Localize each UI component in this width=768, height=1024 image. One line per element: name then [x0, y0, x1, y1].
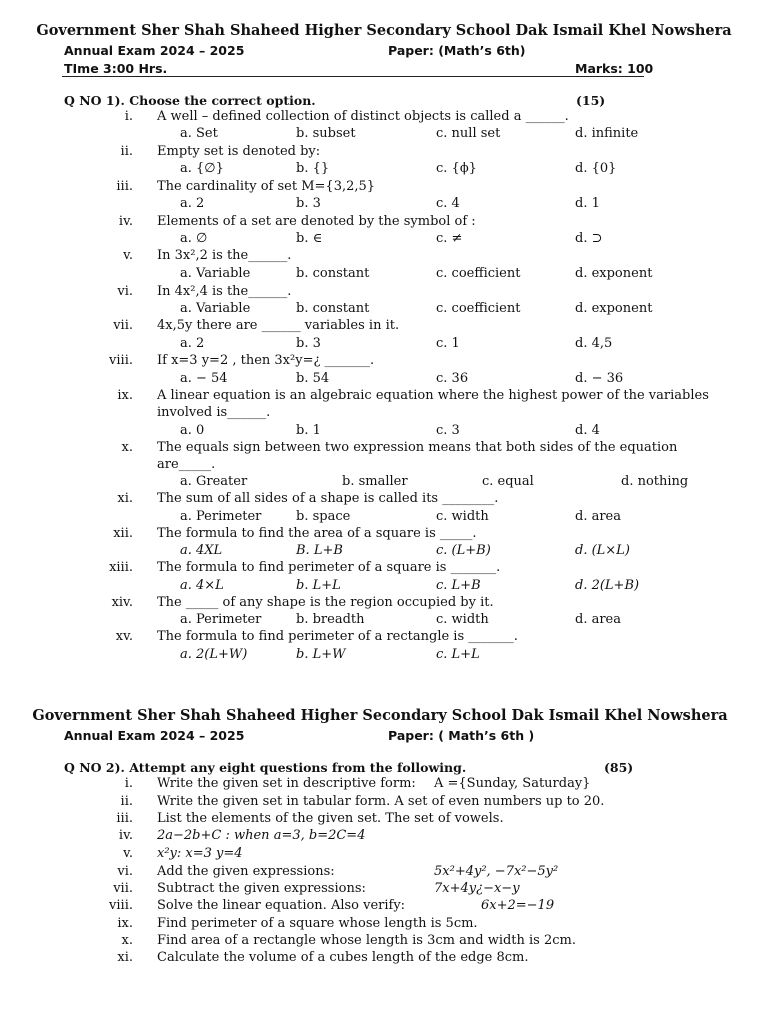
option-b: b. 3	[296, 336, 321, 351]
option-a: a. ∅	[180, 231, 208, 246]
mcq-item	[0, 388, 768, 406]
question-number: iv.	[118, 828, 133, 843]
question-number: vii.	[113, 881, 133, 896]
question-text: Find perimeter of a square whose length is 5cm.	[157, 916, 478, 931]
mcq-number: xv.	[115, 629, 133, 644]
option-b: b. 1	[296, 423, 321, 438]
mcq-options	[0, 647, 768, 665]
question-item	[0, 933, 768, 951]
question-item	[0, 846, 768, 864]
option-c: c. coefficient	[436, 266, 521, 281]
question-number: viii.	[109, 898, 133, 913]
mcq-number: iv.	[118, 214, 133, 229]
question-number: iii.	[116, 811, 133, 826]
option-d: d. 1	[575, 196, 600, 211]
question-text: Write the given set in tabular form. A set of even numbers up to 20.	[157, 794, 605, 809]
question-text: 2a−2b+C : when a=3, b=2C=4	[157, 828, 366, 843]
option-a: a. Variable	[180, 266, 251, 281]
mcq-options	[0, 612, 768, 630]
option-c: c. width	[436, 509, 489, 524]
time-label: TIme 3:00 Hrs.	[64, 61, 168, 76]
option-b: b. constant	[296, 266, 370, 281]
option-a: a. 0	[180, 423, 205, 438]
mcq-item	[0, 526, 768, 544]
option-c: c. null set	[436, 126, 501, 141]
mcq-item	[0, 595, 768, 613]
mcq-number: viii.	[109, 353, 133, 368]
question-item	[0, 916, 768, 934]
option-d: d. 4,5	[575, 336, 613, 351]
mcq-text: A linear equation is an algebraic equation where the highest power of the variables	[157, 388, 709, 403]
question-2-heading: Q NO 2). Attempt any eight questions from the following.	[64, 760, 467, 775]
paper-label: Paper: (Math’s 6th)	[388, 43, 526, 58]
option-d: d. infinite	[575, 126, 639, 141]
question-item	[0, 950, 768, 968]
mcq-item	[0, 560, 768, 578]
option-c: c. L+B	[436, 578, 481, 593]
option-d: d. 2(L+B)	[575, 578, 640, 593]
question-text: Solve the linear equation. Also verify:	[157, 898, 406, 913]
mcq-item	[0, 109, 768, 127]
question-text: Subtract the given expressions:	[157, 881, 366, 896]
option-b: b. 3	[296, 196, 321, 211]
option-b: b. ∈	[296, 231, 323, 246]
question-number: vi.	[117, 864, 133, 879]
option-c: c. equal	[482, 474, 534, 489]
question-item	[0, 794, 768, 812]
question-text: Find area of a rectangle whose length is 3cm and width is 2cm.	[157, 933, 576, 948]
question-expression: 5x²+4y², −7x²−5y²	[434, 864, 559, 879]
school-title: Government Sher Shah Shaheed Higher Secondary School Dak Ismail Khel Nowshera	[36, 22, 732, 39]
mcq-options	[0, 231, 768, 249]
option-c: c. 1	[436, 336, 460, 351]
mcq-options	[0, 161, 768, 179]
mcq-text: The equals sign between two expression means that both sides of the equation	[157, 440, 678, 455]
option-d: d. exponent	[575, 266, 653, 281]
question-1-marks: (15)	[576, 93, 606, 108]
mcq-text: Empty set is denoted by:	[157, 144, 321, 159]
option-d: d. area	[575, 612, 621, 627]
option-b: b. subset	[296, 126, 356, 141]
option-a: a. 2	[180, 196, 205, 211]
question-1-heading: Q NO 1). Choose the correct option.	[64, 93, 316, 108]
mcq-text: The cardinality of set M={3,2,5}	[157, 179, 376, 194]
exam-label-2: Annual Exam 2024 – 2025	[64, 728, 245, 743]
mcq-number: xiv.	[111, 595, 133, 610]
option-b: b. {}	[296, 161, 330, 176]
mcq-text: In 3x²,2 is the______.	[157, 248, 292, 263]
question-item	[0, 881, 768, 899]
option-a: a. 2	[180, 336, 205, 351]
mcq-text: The sum of all sides of a shape is called its ________.	[157, 491, 499, 506]
question-expression: 6x+2=−19	[481, 898, 555, 913]
mcq-text: If x=3 y=2 , then 3x²y=¿ _______.	[157, 353, 375, 368]
mcq-number: vii.	[113, 318, 133, 333]
mcq-item	[0, 284, 768, 302]
option-c: c. L+L	[436, 647, 480, 662]
question-number: ii.	[120, 794, 133, 809]
option-a: a. Perimeter	[180, 612, 262, 627]
question-expression: A ={Sunday, Saturday}	[434, 776, 591, 791]
mcq-number: iii.	[116, 179, 133, 194]
option-c: c. width	[436, 612, 489, 627]
option-c: c. 3	[436, 423, 460, 438]
option-d: d. (L×L)	[575, 543, 630, 558]
mcq-text-line2: involved is______.	[157, 405, 271, 420]
mcq-options	[0, 196, 768, 214]
option-a: a. 4XL	[180, 543, 223, 558]
mcq-options	[0, 509, 768, 527]
mcq-number: ix.	[117, 388, 133, 403]
mcq-text: The formula to find perimeter of a rectangle is _______.	[157, 629, 518, 644]
question-text: List the elements of the given set. The set of vowels.	[157, 811, 504, 826]
mcq-item	[0, 214, 768, 232]
option-a: a. 4×L	[180, 578, 224, 593]
mcq-item	[0, 629, 768, 647]
option-a: a. {∅}	[180, 161, 224, 176]
mcq-item	[0, 248, 768, 266]
option-d: d. area	[575, 509, 621, 524]
mcq-text-continued	[0, 457, 768, 475]
mcq-text-line2: are_____.	[157, 457, 216, 472]
question-number: xi.	[117, 950, 133, 965]
exam-label: Annual Exam 2024 – 2025	[64, 43, 245, 58]
mcq-text-continued	[0, 405, 768, 423]
mcq-number: vi.	[117, 284, 133, 299]
mcq-text: A well – defined collection of distinct objects is called a ______.	[157, 109, 569, 124]
option-b: b. breadth	[296, 612, 365, 627]
mcq-number: xii.	[113, 526, 133, 541]
mcq-text: Elements of a set are denoted by the symbol of :	[157, 214, 476, 229]
mcq-text: In 4x²,4 is the______.	[157, 284, 292, 299]
mcq-text: The formula to find perimeter of a square is _______.	[157, 560, 501, 575]
option-c: c. 36	[436, 371, 469, 386]
option-d: d. exponent	[575, 301, 653, 316]
mcq-item	[0, 440, 768, 458]
mcq-text: The formula to find the area of a square is _____.	[157, 526, 477, 541]
question-text: Calculate the volume of a cubes length of the edge 8cm.	[157, 950, 529, 965]
option-b: b. L+L	[296, 578, 341, 593]
option-c: c. ≠	[436, 231, 463, 246]
question-item	[0, 828, 768, 846]
question-number: i.	[124, 776, 133, 791]
question-text: Add the given expressions:	[157, 864, 335, 879]
mcq-options	[0, 578, 768, 596]
mcq-item	[0, 491, 768, 509]
option-b: b. constant	[296, 301, 370, 316]
mcq-options	[0, 474, 768, 492]
mcq-number: v.	[123, 248, 133, 263]
option-d: d. − 36	[575, 371, 624, 386]
question-number: x.	[121, 933, 133, 948]
mcq-options	[0, 371, 768, 389]
option-a: a. − 54	[180, 371, 228, 386]
option-c: c. (L+B)	[436, 543, 491, 558]
mcq-number: xi.	[117, 491, 133, 506]
option-a: a. Variable	[180, 301, 251, 316]
mcq-item	[0, 144, 768, 162]
mcq-item	[0, 318, 768, 336]
mcq-item	[0, 179, 768, 197]
option-b: B. L+B	[296, 543, 343, 558]
question-item	[0, 864, 768, 882]
option-c: c. coefficient	[436, 301, 521, 316]
mcq-number: x.	[121, 440, 133, 455]
option-d: d. nothing	[621, 474, 689, 489]
mcq-text: 4x,5y there are ______ variables in it.	[157, 318, 400, 333]
question-2-marks: (85)	[604, 760, 634, 775]
school-title-2: Government Sher Shah Shaheed Higher Secondary School Dak Ismail Khel Nowshera	[32, 707, 728, 724]
option-a: a. 2(L+W)	[180, 647, 248, 662]
option-d: d. ⊃	[575, 231, 603, 246]
question-text: x²y: x=3 y=4	[157, 846, 243, 861]
option-a: a. Perimeter	[180, 509, 262, 524]
question-expression: 7x+4y¿−x−y	[434, 881, 520, 896]
mcq-number: i.	[124, 109, 133, 124]
option-d: d. 4	[575, 423, 600, 438]
option-b: b. space	[296, 509, 351, 524]
mcq-options	[0, 423, 768, 441]
header-rule	[62, 76, 644, 77]
mcq-number: xiii.	[109, 560, 133, 575]
option-b: b. 54	[296, 371, 330, 386]
option-d: d. {0}	[575, 161, 617, 176]
question-item	[0, 898, 768, 916]
option-a: a. Greater	[180, 474, 248, 489]
mcq-options	[0, 266, 768, 284]
mcq-options	[0, 336, 768, 354]
question-number: v.	[123, 846, 133, 861]
question-item	[0, 811, 768, 829]
mcq-options	[0, 126, 768, 144]
question-item	[0, 776, 768, 794]
option-a: a. Set	[180, 126, 218, 141]
mcq-options	[0, 301, 768, 319]
marks-label: Marks: 100	[575, 61, 654, 76]
mcq-text: The _____ of any shape is the region occupied by it.	[157, 595, 494, 610]
mcq-number: ii.	[120, 144, 133, 159]
question-number: ix.	[117, 916, 133, 931]
question-text: Write the given set in descriptive form:	[157, 776, 416, 791]
paper-label-2: Paper: ( Math’s 6th )	[388, 728, 535, 743]
mcq-item	[0, 353, 768, 371]
option-c: c. 4	[436, 196, 460, 211]
option-c: c. {ϕ}	[436, 161, 477, 176]
option-b: b. L+W	[296, 647, 346, 662]
option-b: b. smaller	[342, 474, 408, 489]
mcq-options	[0, 543, 768, 561]
